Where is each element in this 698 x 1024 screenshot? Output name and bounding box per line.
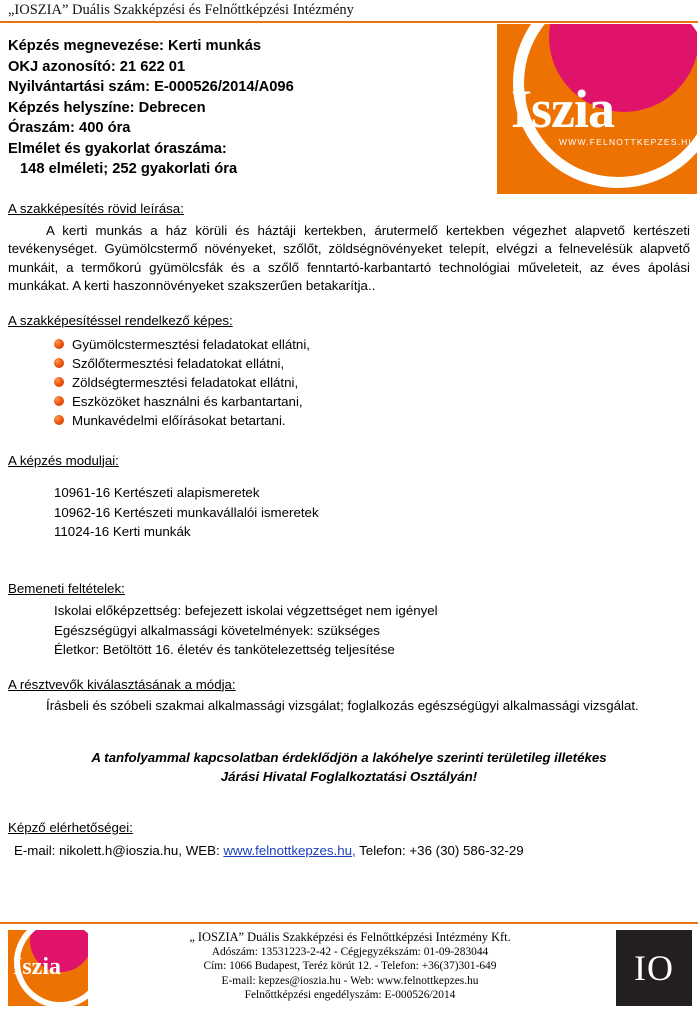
selection-method-paragraph: Írásbeli és szóbeli szakmai alkalmassági vizsgálat; foglalkozás egészségügyi alkalmassági vizsgálat. (46, 698, 639, 714)
list-item-label: Eszközöket használni és karbantartani, (72, 393, 303, 409)
bullet-dot-icon (54, 358, 64, 368)
course-location: Képzés helyszíne: Debrecen (8, 99, 206, 116)
list-item: Életkor: Betöltött 16. életév és tankötelezettség teljesítése (54, 642, 395, 658)
section-heading-selection-method: A résztvevők kiválasztásának a módja: (8, 676, 236, 692)
list-item-label: Munkavédelmi előírásokat betartani. (72, 412, 286, 428)
course-registration-number: Nyilvántartási szám: E-000526/2014/A096 (8, 79, 294, 95)
list-item (54, 354, 690, 373)
footer-logo (8, 930, 88, 1006)
list-item (54, 411, 690, 430)
footer-badge: IO (616, 930, 692, 1006)
contact-web-label: WEB: (185, 842, 220, 858)
course-theory-practice-label: Elmélet és gyakorlat óraszáma: (8, 140, 227, 157)
list-item-label: Gyümölcstermesztési feladatokat ellátni, (72, 336, 310, 352)
course-title-block (8, 36, 488, 180)
list-item: 10962-16 Kertészeti munkavállalói ismeretek (54, 504, 319, 520)
notice-line-2: Járási Hivatal Foglalkoztatási Osztályán! (220, 769, 478, 785)
section-heading-capabilities: A szakképesítéssel rendelkező képes: (8, 312, 233, 328)
bullet-dot-icon (54, 377, 64, 387)
bullet-dot-icon (54, 339, 64, 349)
contact-email-value: nikolett.h@ioszia.hu, (59, 842, 182, 858)
course-theory-practice-value: 148 elméleti; 252 gyakorlati óra (20, 161, 238, 177)
logo-url-text: WWW.FELNOTTKEPZES.HU (559, 137, 696, 147)
course-okj-id: OKJ azonosító: 21 622 01 (8, 58, 186, 75)
header-divider (0, 21, 698, 23)
section-heading-contact: Képző elérhetőségei: (8, 819, 133, 835)
bullet-dot-icon (54, 396, 64, 406)
list-item: Egészségügyi alkalmassági követelmények: szükséges (54, 622, 380, 638)
entry-requirements-list (8, 601, 690, 660)
footer-divider (0, 922, 698, 924)
footer-company-name: „ IOSZIA” Duális Szakképzési és Felnőttképzési Intézmény Kft. (189, 930, 511, 944)
notice-line-1: A tanfolyammal kapcsolatban érdeklődjön a lakóhelye szerinti területileg illetékes (91, 749, 607, 765)
contact-details (8, 841, 690, 860)
footer-email-web: E-mail: kepzes@ioszia.hu - Web: www.felnottkepzes.hu (221, 974, 479, 987)
list-item-label: Zöldségtermesztési feladatokat ellátni, (72, 374, 299, 390)
list-item: Iskolai előképzettség: befejezett iskolai végzettséget nem igényel (54, 603, 438, 619)
document-header: „IOSZIA” Duális Szakképzési és Felnőttképzési Intézmény (8, 2, 354, 18)
bullet-dot-icon (54, 415, 64, 425)
capabilities-list (8, 335, 690, 430)
section-heading-short-description: A szakképesítés rövid leírása: (8, 201, 184, 216)
section-heading-entry-requirements: Bemeneti feltételek: (8, 580, 125, 596)
contact-phone-value: Telefon: +36 (30) 586-32-29 (359, 842, 524, 858)
course-name: Képzés megnevezése: Kerti munkás (8, 38, 262, 54)
document-footer (0, 928, 698, 1024)
list-item (54, 335, 690, 354)
list-item-label: Szőlőtermesztési feladatokat ellátni, (72, 355, 285, 371)
list-item: 11024-16 Kerti munkák (54, 524, 191, 540)
short-description-paragraph: A kerti munkás a ház körüli és háztáji kertekben, árutermelő kertekben végezhet alapvető kertészeti tevékenységet. Gyümölcstermő növényeket, szőlőt, zöldségnövényeket telepít, elvégzi a felnevelésük alapvető munkáit, a termőkorú gyümölcsfák és a szőlő fenntartó-karbantartó technológiai műveleteit, az éves ápolási munkákat. A kerti haszonnövényeket szakszerűen betakarítja.. (8, 222, 690, 294)
contact-web-link[interactable]: www.felnottkepzes.hu, (223, 842, 356, 858)
footer-license-number: Felnőttképzési engedélyszám: E-000526/2014 (244, 989, 456, 1002)
footer-address: Cím: 1066 Budapest, Teréz körút 12. - Telefon: +36(37)301-649 (203, 960, 497, 973)
footer-tax-number: Adószám: 13531223-2-42 - Cégjegyzékszám: 01-09-283044 (211, 945, 489, 958)
contact-email-label: E-mail: (14, 842, 56, 858)
logo-wordmark: Iszia (511, 79, 614, 139)
list-item (54, 392, 690, 411)
modules-list (8, 483, 690, 542)
list-item: 10961-16 Kertészeti alapismeretek (54, 485, 260, 501)
course-hours: Óraszám: 400 óra (8, 120, 131, 136)
footer-logo-wordmark: Iszia (13, 954, 61, 980)
footer-company-info (100, 930, 600, 1003)
document-body (8, 200, 690, 860)
ioszia-logo (497, 24, 697, 194)
section-heading-modules: A képzés moduljai: (8, 452, 119, 468)
list-item (54, 373, 690, 392)
